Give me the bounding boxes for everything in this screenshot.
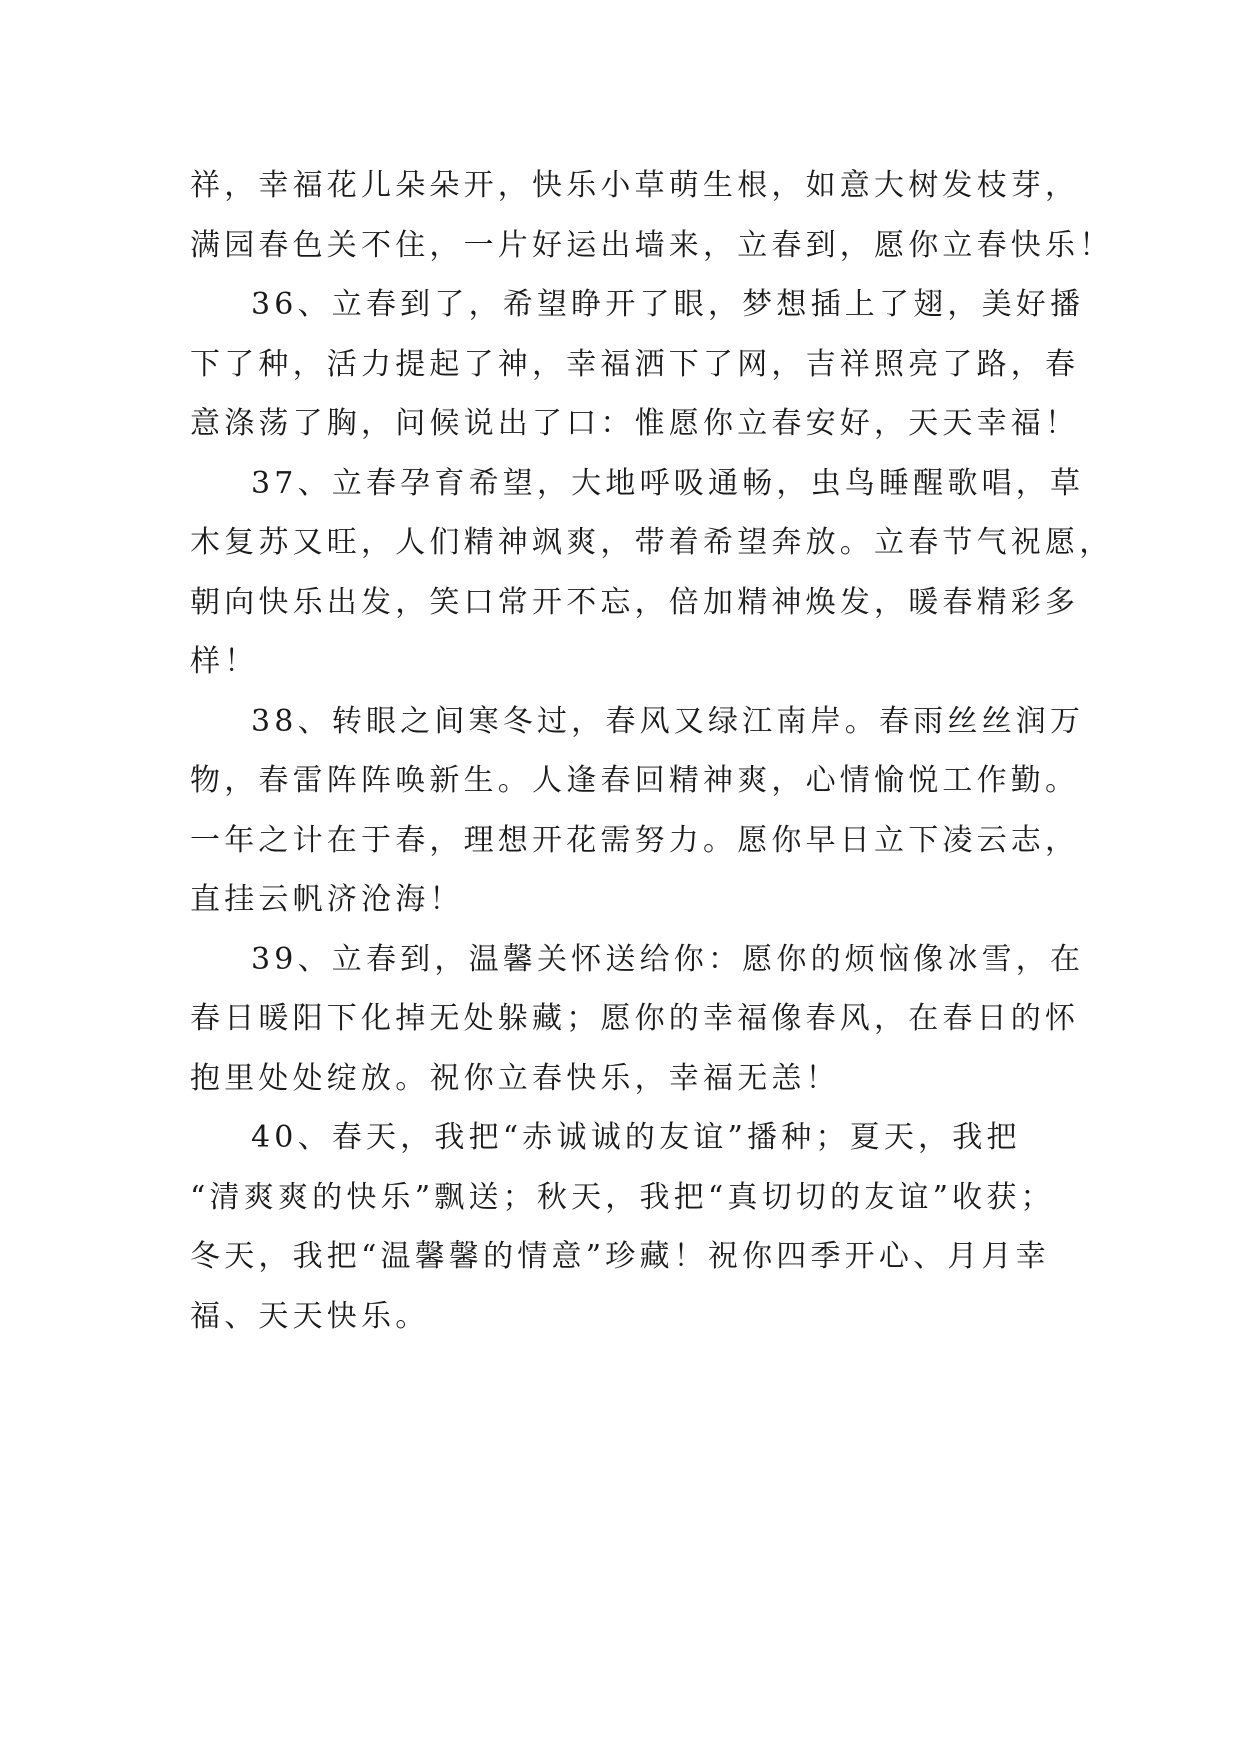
text-line: 意涤荡了胸，问候说出了口：惟愿你立春安好，天天幸福！: [190, 406, 1080, 441]
text-line: 春日暖阳下化掉无处躲藏；愿你的幸福像春风，在春日的怀: [190, 1001, 1080, 1036]
text-line: 冬天，我把“温馨馨的情意”珍藏！祝你四季开心、月月幸: [190, 1239, 1050, 1274]
text-line: 抱里处处绽放。祝你立春快乐，幸福无恙！: [190, 1060, 840, 1096]
text-line: 木复苏又旺，人们精神飒爽，带着希望奔放。立春节气祝愿，: [190, 525, 1114, 560]
text-line: “清爽爽的快乐”飘送；秋天，我把“真切切的友谊”收获；: [190, 1179, 1055, 1215]
text-line: 37、立春孕育希望，大地呼吸通畅，虫鸟睡醒歌唱，草: [251, 465, 1085, 501]
paragraph-35-continued: [190, 156, 1114, 275]
text-line: 物，春雷阵阵唤新生。人逢春回精神爽，心情愉悦工作勤。: [190, 763, 1080, 798]
document-body: [190, 156, 1114, 1346]
text-line: 40、春天，我把“赤诚诚的友谊”播种；夏天，我把: [251, 1120, 1021, 1155]
text-line: 一年之计在于春，理想开花需努力。愿你早日立下凌云志，: [190, 822, 1080, 858]
text-line: 38、转眼之间寒冬过，春风又绿江南岸。春雨丝丝润万: [251, 703, 1085, 739]
paragraph-40: [190, 1108, 1070, 1346]
text-line: 下了种，活力提起了神，幸福洒下了网，吉祥照亮了路，春: [190, 346, 1080, 382]
text-line: 直挂云帆济沧海！: [190, 882, 464, 917]
paragraph-37: [190, 454, 1114, 692]
text-line: 福、天天快乐。: [190, 1298, 430, 1334]
text-line: 朝向快乐出发，笑口常开不忘，倍加精神焕发，暖春精彩多: [190, 584, 1080, 620]
paragraph-38: [190, 692, 1085, 930]
paragraph-36: [190, 275, 1085, 454]
text-line: 39、立春到，温馨关怀送给你：愿你的烦恼像冰雪，在: [251, 941, 1085, 977]
paragraph-39: [190, 930, 1085, 1109]
text-line: 样！: [190, 644, 259, 679]
text-line: 36、立春到了，希望睁开了眼，梦想插上了翅，美好播: [251, 287, 1085, 322]
text-line: 满园春色关不住，一片好运出墙来，立春到，愿你立春快乐！: [190, 227, 1114, 263]
text-line: 祥，幸福花儿朵朵开，快乐小草萌生根，如意大树发枝芽，: [190, 168, 1080, 203]
